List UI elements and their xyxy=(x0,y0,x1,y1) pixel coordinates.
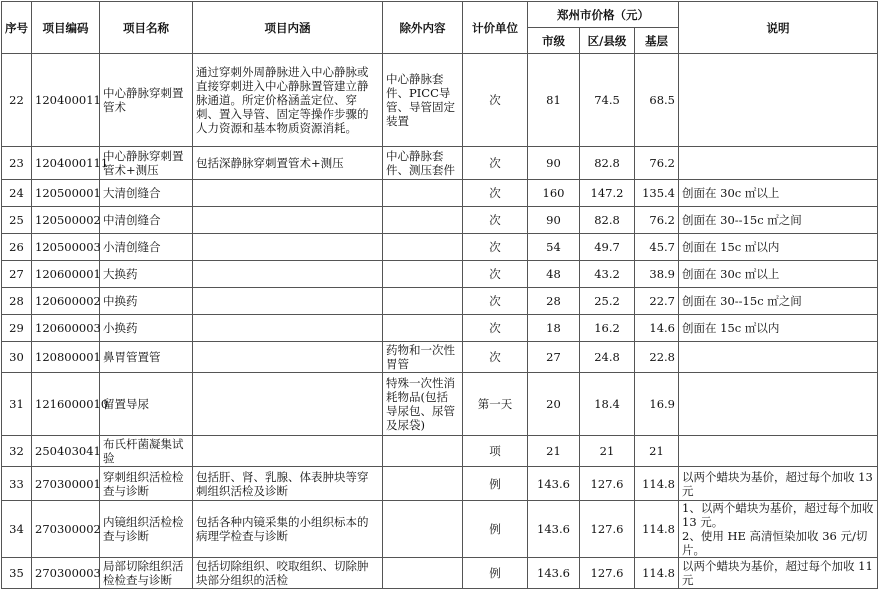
cell-note xyxy=(679,147,878,180)
cell-code: 270300003 xyxy=(32,558,100,589)
cell-district: 74.5 xyxy=(580,54,635,147)
cell-name: 中清创缝合 xyxy=(100,207,193,234)
table-row xyxy=(2,261,878,288)
cell-exclusion xyxy=(383,436,463,467)
cell-name: 中心静脉穿刺置管术+测压 xyxy=(100,147,193,180)
table-row xyxy=(2,288,878,315)
cell-base: 22.8 xyxy=(635,342,679,373)
cell-name: 内镜组织活检检查与诊断 xyxy=(100,501,193,558)
cell-seq: 24 xyxy=(2,180,32,207)
cell-exclusion xyxy=(383,207,463,234)
cell-city: 90 xyxy=(528,207,580,234)
cell-base: 76.2 xyxy=(635,147,679,180)
cell-code: 120600002 xyxy=(32,288,100,315)
cell-content xyxy=(193,288,383,315)
cell-note xyxy=(679,342,878,373)
table-row xyxy=(2,207,878,234)
cell-name: 留置导尿 xyxy=(100,373,193,436)
cell-content xyxy=(193,261,383,288)
table-row xyxy=(2,501,878,558)
cell-seq: 31 xyxy=(2,373,32,436)
cell-unit: 项 xyxy=(463,436,528,467)
cell-code: 250403041 xyxy=(32,436,100,467)
cell-exclusion xyxy=(383,467,463,501)
cell-exclusion xyxy=(383,234,463,261)
cell-unit: 例 xyxy=(463,467,528,501)
cell-district: 21 xyxy=(580,436,635,467)
cell-name: 小清创缝合 xyxy=(100,234,193,261)
cell-exclusion: 中心静脉套件、PICC导管、导管固定装置 xyxy=(383,54,463,147)
cell-city: 20 xyxy=(528,373,580,436)
cell-name: 大换药 xyxy=(100,261,193,288)
cell-seq: 28 xyxy=(2,288,32,315)
cell-content: 包括切除组织、咬取组织、切除肿块部分组织的活检 xyxy=(193,558,383,589)
cell-unit: 例 xyxy=(463,501,528,558)
cell-code: 120800001 xyxy=(32,342,100,373)
cell-note: 1、以两个蜡块为基价，超过每个加收 13 元。 2、使用 HE 高清恒染加收 36 元/切片。 xyxy=(679,501,878,558)
cell-content: 包括肝、肾、乳腺、体表肿块等穿刺组织活检及诊断 xyxy=(193,467,383,501)
cell-note: 创面在 30c ㎡以上 xyxy=(679,180,878,207)
cell-exclusion xyxy=(383,558,463,589)
cell-city: 143.6 xyxy=(528,558,580,589)
cell-name: 鼻胃管置管 xyxy=(100,342,193,373)
cell-content xyxy=(193,234,383,261)
cell-base: 16.9 xyxy=(635,373,679,436)
cell-note xyxy=(679,436,878,467)
header-unit: 计价单位 xyxy=(463,2,528,54)
cell-base: 38.9 xyxy=(635,261,679,288)
table-row xyxy=(2,558,878,589)
cell-base: 114.8 xyxy=(635,558,679,589)
cell-unit: 第一天 xyxy=(463,373,528,436)
header-city: 市级 xyxy=(528,28,580,54)
cell-base: 22.7 xyxy=(635,288,679,315)
cell-exclusion xyxy=(383,180,463,207)
cell-base: 76.2 xyxy=(635,207,679,234)
table-row xyxy=(2,467,878,501)
cell-seq: 33 xyxy=(2,467,32,501)
cell-exclusion: 药物和一次性胃管 xyxy=(383,342,463,373)
cell-code: 1216000010 xyxy=(32,373,100,436)
cell-seq: 23 xyxy=(2,147,32,180)
cell-note: 创面在 30--15c ㎡之间 xyxy=(679,207,878,234)
cell-unit: 次 xyxy=(463,207,528,234)
cell-unit: 次 xyxy=(463,180,528,207)
table-row xyxy=(2,180,878,207)
cell-unit: 次 xyxy=(463,342,528,373)
table-row xyxy=(2,147,878,180)
cell-district: 16.2 xyxy=(580,315,635,342)
cell-district: 43.2 xyxy=(580,261,635,288)
cell-content xyxy=(193,207,383,234)
cell-name: 局部切除组织活检检查与诊断 xyxy=(100,558,193,589)
price-table xyxy=(1,1,878,589)
cell-unit: 例 xyxy=(463,558,528,589)
cell-seq: 34 xyxy=(2,501,32,558)
cell-district: 82.8 xyxy=(580,147,635,180)
table-row xyxy=(2,373,878,436)
cell-unit: 次 xyxy=(463,54,528,147)
cell-content xyxy=(193,373,383,436)
cell-exclusion xyxy=(383,261,463,288)
cell-note xyxy=(679,54,878,147)
cell-city: 160 xyxy=(528,180,580,207)
cell-city: 21 xyxy=(528,436,580,467)
cell-exclusion: 特殊一次性消耗物品(包括导尿包、尿管及尿袋) xyxy=(383,373,463,436)
cell-city: 143.6 xyxy=(528,501,580,558)
cell-base: 68.5 xyxy=(635,54,679,147)
cell-content xyxy=(193,180,383,207)
table-row xyxy=(2,54,878,147)
cell-base: 14.6 xyxy=(635,315,679,342)
cell-base: 45.7 xyxy=(635,234,679,261)
header-row-top xyxy=(2,2,878,28)
cell-district: 49.7 xyxy=(580,234,635,261)
cell-base: 135.4 xyxy=(635,180,679,207)
cell-note: 创面在 30c ㎡以上 xyxy=(679,261,878,288)
cell-seq: 27 xyxy=(2,261,32,288)
cell-district: 82.8 xyxy=(580,207,635,234)
cell-name: 布氏杆菌凝集试验 xyxy=(100,436,193,467)
cell-district: 127.6 xyxy=(580,467,635,501)
cell-exclusion: 中心静脉套件、测压套件 xyxy=(383,147,463,180)
cell-code: 120500003 xyxy=(32,234,100,261)
header-exclusion: 除外内容 xyxy=(383,2,463,54)
cell-seq: 25 xyxy=(2,207,32,234)
cell-unit: 次 xyxy=(463,315,528,342)
cell-district: 24.8 xyxy=(580,342,635,373)
cell-exclusion xyxy=(383,315,463,342)
cell-city: 81 xyxy=(528,54,580,147)
cell-code: 120600001 xyxy=(32,261,100,288)
header-base: 基层 xyxy=(635,28,679,54)
header-note: 说明 xyxy=(679,2,878,54)
cell-name: 穿刺组织活检检查与诊断 xyxy=(100,467,193,501)
cell-seq: 32 xyxy=(2,436,32,467)
cell-name: 中心静脉穿刺置管术 xyxy=(100,54,193,147)
header-content: 项目内涵 xyxy=(193,2,383,54)
cell-code: 1204000111 xyxy=(32,147,100,180)
cell-name: 中换药 xyxy=(100,288,193,315)
cell-note: 创面在 15c ㎡以内 xyxy=(679,234,878,261)
cell-city: 54 xyxy=(528,234,580,261)
header-seq: 序号 xyxy=(2,2,32,54)
cell-city: 18 xyxy=(528,315,580,342)
cell-seq: 30 xyxy=(2,342,32,373)
cell-base: 21 xyxy=(635,436,679,467)
table-row xyxy=(2,436,878,467)
cell-note: 创面在 15c ㎡以内 xyxy=(679,315,878,342)
cell-code: 270300001 xyxy=(32,467,100,501)
header-code: 项目编码 xyxy=(32,2,100,54)
cell-name: 大清创缝合 xyxy=(100,180,193,207)
cell-city: 143.6 xyxy=(528,467,580,501)
cell-city: 28 xyxy=(528,288,580,315)
cell-city: 27 xyxy=(528,342,580,373)
cell-content: 包括各种内镜采集的小组织标本的病理学检查与诊断 xyxy=(193,501,383,558)
cell-exclusion xyxy=(383,288,463,315)
cell-exclusion xyxy=(383,501,463,558)
cell-code: 120500002 xyxy=(32,207,100,234)
cell-district: 127.6 xyxy=(580,501,635,558)
cell-note: 以两个蜡块为基价，超过每个加收 13 元 xyxy=(679,467,878,501)
cell-note: 以两个蜡块为基价，超过每个加收 11 元 xyxy=(679,558,878,589)
cell-code: 120400011 xyxy=(32,54,100,147)
table-row xyxy=(2,234,878,261)
cell-base: 114.8 xyxy=(635,501,679,558)
header-price-group: 郑州市价格（元） xyxy=(528,2,679,28)
header-district: 区/县级 xyxy=(580,28,635,54)
cell-note xyxy=(679,373,878,436)
cell-district: 147.2 xyxy=(580,180,635,207)
cell-content: 通过穿刺外周静脉进入中心静脉或直接穿刺进入中心静脉置管建立静脉通道。所定价格涵盖定位、穿刺、置入导管、固定等操作步骤的人力资源和基本物质资源消耗。 xyxy=(193,54,383,147)
table-body xyxy=(2,54,878,589)
cell-content: 包括深静脉穿刺置管术+测压 xyxy=(193,147,383,180)
cell-unit: 次 xyxy=(463,234,528,261)
cell-seq: 35 xyxy=(2,558,32,589)
cell-district: 18.4 xyxy=(580,373,635,436)
cell-name: 小换药 xyxy=(100,315,193,342)
cell-code: 120500001 xyxy=(32,180,100,207)
cell-content xyxy=(193,342,383,373)
cell-code: 270300002 xyxy=(32,501,100,558)
cell-seq: 22 xyxy=(2,54,32,147)
cell-content xyxy=(193,436,383,467)
cell-note: 创面在 30--15c ㎡之间 xyxy=(679,288,878,315)
cell-unit: 次 xyxy=(463,288,528,315)
cell-seq: 29 xyxy=(2,315,32,342)
cell-unit: 次 xyxy=(463,147,528,180)
cell-seq: 26 xyxy=(2,234,32,261)
cell-base: 114.8 xyxy=(635,467,679,501)
cell-city: 90 xyxy=(528,147,580,180)
cell-city: 48 xyxy=(528,261,580,288)
header-name: 项目名称 xyxy=(100,2,193,54)
cell-content xyxy=(193,315,383,342)
cell-code: 120600003 xyxy=(32,315,100,342)
cell-district: 25.2 xyxy=(580,288,635,315)
cell-district: 127.6 xyxy=(580,558,635,589)
table-row xyxy=(2,342,878,373)
cell-unit: 次 xyxy=(463,261,528,288)
table-row xyxy=(2,315,878,342)
